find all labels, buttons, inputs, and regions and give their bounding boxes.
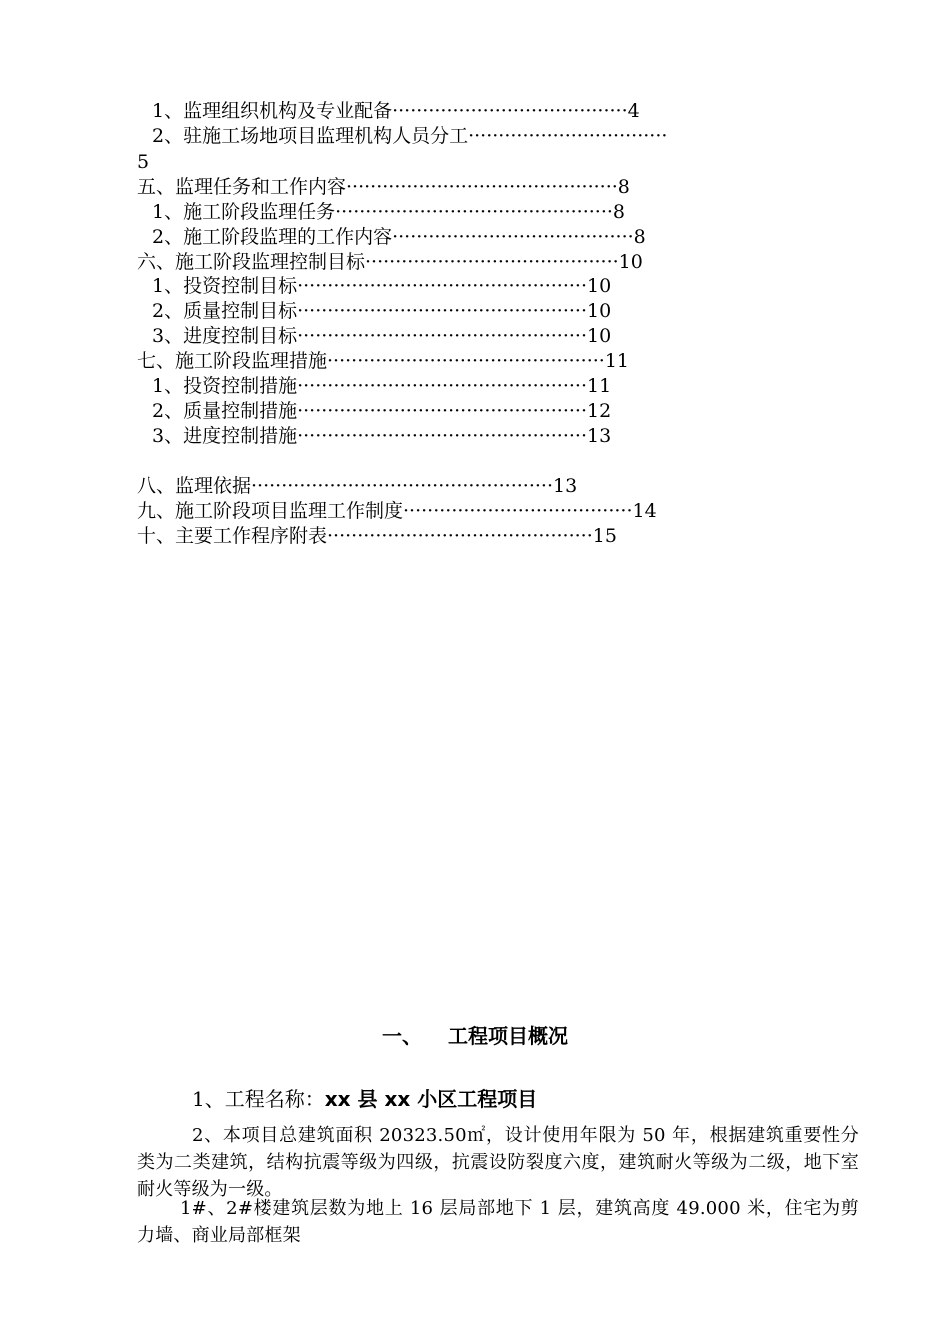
- toc-page-number: 5: [137, 151, 150, 173]
- toc-entry: 七、施工阶段监理措施··············································11: [137, 350, 629, 372]
- toc-entry: 2、质量控制目标················································10: [152, 300, 612, 322]
- toc-entry: 2、驻施工场地项目监理机构人员分工·································: [152, 125, 668, 147]
- toc-entry: 2、施工阶段监理的工作内容········································8: [152, 226, 646, 248]
- project-name-label: 1、工程名称：: [192, 1087, 325, 1111]
- toc-entry: 八、监理依据··················································13: [137, 475, 578, 497]
- toc-entry: 2、质量控制措施················································12: [152, 400, 612, 422]
- section-heading: [0, 1020, 950, 1049]
- toc-entry: 1、投资控制目标················································10: [152, 275, 612, 297]
- project-name-line: [192, 1083, 537, 1112]
- toc-entry: 十、主要工作程序附表············································15: [137, 525, 617, 547]
- toc-entry: 九、施工阶段项目监理工作制度······································14: [137, 500, 657, 522]
- toc-entry: 六、施工阶段监理控制目标··········································10: [137, 251, 643, 273]
- paragraph-area-info: 2、本项目总建筑面积 20323.50㎡，设计使用年限为 50 年，根据建筑重要性分类为二类建筑，结构抗震等级为四级，抗震设防裂度六度，建筑耐火等级为二级，地下室耐火等级为一级。: [137, 1125, 859, 1200]
- paragraph-building-info: 1#、2#楼建筑层数为地上 16 层局部地下 1 层，建筑高度 49.000 米，住宅为剪力墙、商业局部框架: [137, 1198, 859, 1246]
- toc-entry: 3、进度控制目标················································10: [152, 325, 612, 347]
- toc-entry: 1、投资控制措施················································11: [152, 375, 612, 397]
- toc-entry: 3、进度控制措施················································13: [152, 425, 612, 447]
- toc-entry: 1、施工阶段监理任务··············································8: [152, 201, 625, 223]
- toc-entry: 1、监理组织机构及专业配备·······································4: [152, 100, 640, 122]
- section-number: 一、: [382, 1024, 422, 1048]
- project-name-value: xx 县 xx 小区工程项目: [324, 1087, 538, 1111]
- toc-entry: 五、监理任务和工作内容·············································8: [137, 176, 630, 198]
- section-title: 工程项目概况: [448, 1024, 568, 1048]
